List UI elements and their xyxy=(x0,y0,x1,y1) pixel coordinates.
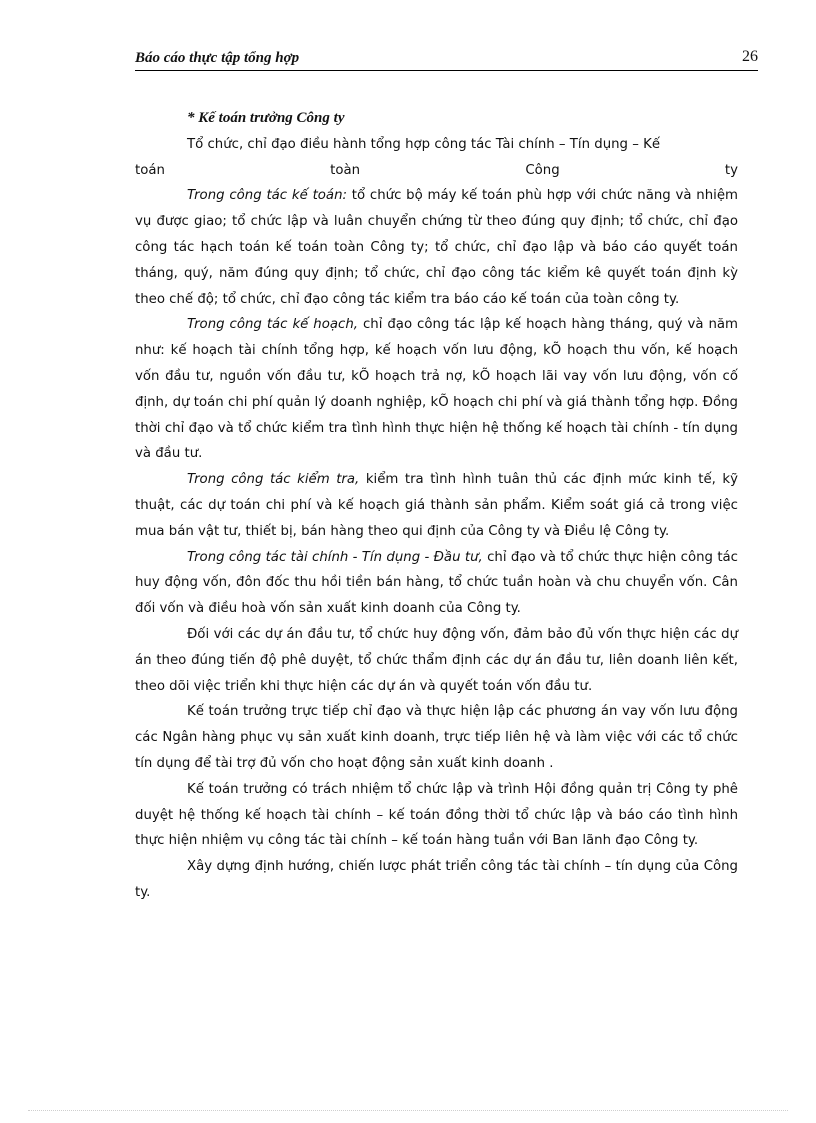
paragraph-inspection xyxy=(135,467,738,544)
paragraph-investment: Đối với các dự án đầu tư, tổ chức huy động vốn, đảm bảo đủ vốn thực hiện các dự án theo đúng tiến độ phê duyệt, tổ chức thẩm định các dự án đầu tư, liên doanh liên kết, theo dõi việc triển khi thực hiện các dự án và quyết toán vốn đầu tư. xyxy=(135,626,738,694)
paragraph-text: chỉ đạo công tác lập kế hoạch hàng tháng, quý và năm như: kế hoạch tài chính tổng hợp, kế hoạch vốn lưu động, kÕ hoạch thu vốn, kế hoạch vốn đầu tư, nguồn vốn đầu tư, kÕ hoạch trả nợ, kÕ hoạch lãi vay vốn lưu động, vốn cố định, dự toán chi phí quản lý doanh nghiệp, kÕ hoạch chi phí và giá thành tổng hợp. Đồng thời chỉ đạo và tổ chức kiểm tra tình hình thực hiện hệ thống kế hoạch tài chính - tín dụng và đầu tư. xyxy=(135,317,738,462)
paragraph-1 xyxy=(135,132,738,158)
paragraph-text: tổ chức bộ máy kế toán phù hợp với chức năng và nhiệm vụ được giao; tổ chức lập và luân chuyển chứng từ theo đúng quy định; tổ chức, chỉ đạo công tác hạch toán kế toán toàn Công ty; tổ chức, chỉ đạo lập và báo cáo quyết toán tháng, quý, năm đúng quy định; tổ chức, chỉ đạo công tác kiểm kê quyết toán định kỳ theo chế độ; tổ chức, chỉ đạo công tác kiểm tra báo cáo kế toán của toàn công ty. xyxy=(135,188,738,307)
paragraph-lead: Trong công tác tài chính - Tín dụng - Đầu tư, xyxy=(187,549,483,565)
paragraph-strategy: Xây dựng định hướng, chiến lược phát triển công tác tài chính – tín dụng của Công ty. xyxy=(135,859,738,900)
paragraph-lead: Trong công tác kiểm tra, xyxy=(187,472,360,488)
paragraph-lead: Trong công tác kế toán: xyxy=(187,188,347,204)
word: ty xyxy=(724,162,738,178)
header-divider xyxy=(135,70,758,71)
word: Công xyxy=(525,162,560,178)
paragraph-1-text: Tổ chức, chỉ đạo điều hành tổng hợp công tác Tài chính – Tín dụng – Kế xyxy=(187,136,660,152)
document-body xyxy=(135,106,738,906)
footer-divider xyxy=(28,1110,788,1111)
header-title: Báo cáo thực tập tổng hợp xyxy=(135,50,300,66)
paragraph-accounting xyxy=(135,183,738,312)
paragraph-approval: Kế toán trưởng có trách nhiệm tổ chức lập và trình Hội đồng quản trị Công ty phê duyệt hệ thống kế hoạch tài chính – kế toán đồng thời tổ chức lập và báo cáo tình hình thực hiện nhiệm vụ công tác tài chính – kế toán hàng tuần với Ban lãnh đạo Công ty. xyxy=(135,781,738,849)
paragraph-text: kiểm tra tình hình tuân thủ các định mức kinh tế, kỹ thuật, các dự toán chi phí và kế hoạch giá thành sản phẩm. Kiểm soát giá cả trong việc mua bán vật tư, thiết bị, bán hàng theo qui định của Công ty và Điều lệ Công ty. xyxy=(135,472,738,539)
paragraph-finance xyxy=(135,545,738,622)
paragraph-1-line-2 xyxy=(135,158,738,184)
word: toán xyxy=(135,162,165,178)
paragraph-loans: Kế toán trưởng trực tiếp chỉ đạo và thực hiện lập các phương án vay vốn lưu động các Ngân hàng phục vụ sản xuất kinh doanh, trực tiếp liên hệ và làm việc với các tổ chức tín dụng để tài trợ đủ vốn cho hoạt động sản xuất kinh doanh . xyxy=(135,704,738,771)
section-heading: * Kế toán trưởng Công ty xyxy=(187,110,345,126)
paragraph-planning xyxy=(135,312,738,467)
page-number: 26 xyxy=(742,48,758,65)
page-header xyxy=(135,46,758,72)
paragraph-text: chỉ đạo và tổ chức thực hiện công tác huy động vốn, đôn đốc thu hồi tiền bán hàng, tổ chức tuần hoàn và chu chuyển vốn. Cân đối vốn và điều hoà vốn sản xuất kinh doanh của Công ty. xyxy=(135,549,738,617)
word: toàn xyxy=(330,162,361,178)
paragraph-lead: Trong công tác kế hoạch, xyxy=(187,317,358,333)
